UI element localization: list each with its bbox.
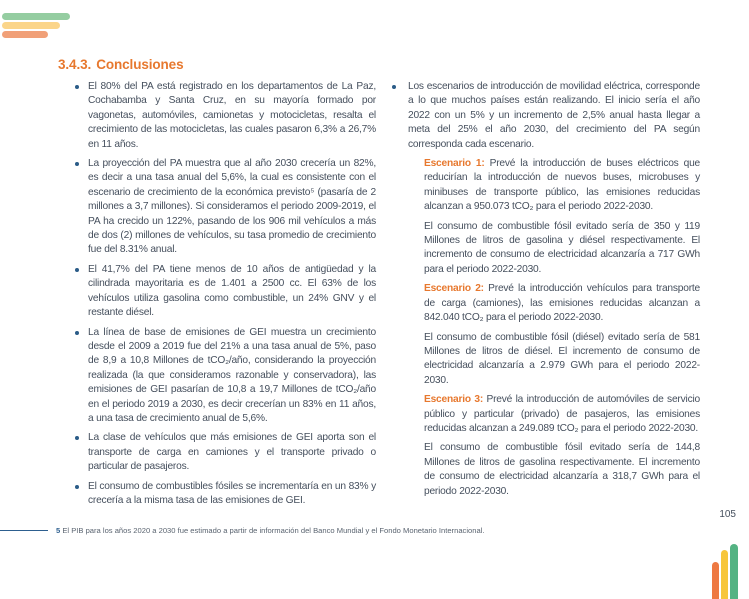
bullet-text: La línea de base de emisiones de GEI muestra un crecimiento desde el 2009 a 2019 fue del 21% a una tasa anual de 5%, paso de 8,9 a 10,8 Millones de tCO₂/año, considerando la proyección realizada (la que consideramos razonable y conservadora), las emisiones de GEI pasarían de 10,8 a 19,7 Millones de tCO₂/año en el periodo 2019 a 2030, es decir crecerían un 83% en 11 años, a una tasa de crecimiento anual de 5,6%. [88, 326, 376, 424]
bullet-text: Los escenarios de introducción de movilidad eléctrica, corresponde a lo que muchos países están realizando. El inicio sería el año 2022 con un 5% y un incremento de 2,5% anual hasta llegar a meta del 25% el año 2030, del crecimiento del PA según corresponda cada escenario. [408, 81, 700, 150]
scenario-text: Prevé la introducción de buses eléctricos que reducirían la introducción de nuevos buses, microbuses y minibuses de transporte público, las emisiones reducidas alcanzan a 950.073 tCO₂ para el periodo 2022-2030. [424, 158, 701, 213]
bullet-text: El 80% del PA está registrado en los departamentos de La Paz, Cochabamba y Santa Cruz, en su mayoría formado por vagonetas, automóviles, camionetas y motocicletas, resalta el crecimiento de las motocicletas, las cuales pasaron 6,3% a 26,7% en 11 años. [88, 81, 376, 150]
deco-bar-orange [2, 31, 48, 38]
bullet-text: La clase de vehículos que más emisiones de GEI aporta son el transporte de carga en camiones y el transporte privado o particular de pasajeros. [88, 432, 376, 473]
bullet-dot-icon [75, 485, 79, 489]
scenario-text: Prevé la introducción vehículos para transporte de carga (camiones), las emisiones reducidas alcanzan a 842.040 tCO₂ para el periodo 2022-2030. [424, 283, 700, 324]
deco-bar-yellow [2, 22, 60, 29]
section-number: 3.4.3. [58, 57, 92, 72]
bullet-item [62, 157, 376, 258]
right-column [379, 80, 700, 499]
bullet-text: La proyección del PA muestra que al año 2030 crecería un 82%, es decir a una tasa anual del 5,6%, la cual es consistente con el escenario de crecimiento de la económica previsto⁵ (pasaría de 2 millones a 3,7 millones). Si consideramos el periodo 2009-2019, el PA ha crecido un 122%, pasando de los 906 mil vehículos a más de dos (2) millones de vehículos, su tasa promedio de crecimiento fue del 8.31% anual. [88, 158, 376, 256]
scenario-paragraph [424, 220, 700, 278]
deco-vbar-yellow [721, 550, 728, 599]
footnote-divider [0, 530, 48, 531]
bullet-item [379, 80, 700, 152]
scenario-text: El consumo de combustible fósil evitado sería de 350 y 119 Millones de litros de gasolina y diésel respectivamente. El incremento de consumo de electricidad alcanzaría a 717 GWh para el periodo 2022-2030. [424, 220, 700, 275]
bullet-text: El consumo de combustibles fósiles se incrementaría en un 83% y crecería a la misma tasa de las emisiones de GEI. [88, 480, 376, 506]
page-number: 105 [719, 509, 736, 520]
footnote-marker: 5 [56, 526, 61, 535]
scenario-text: Prevé la introducción de automóviles de servicio público y particular (privado) de pasajeros, las emisiones reducidas alcanzan a 249.089 tCO₂ para el periodo 2022-2030. [424, 394, 700, 434]
deco-bar-green [2, 13, 70, 20]
scenario-text: El consumo de combustible fósil (diésel) evitado sería de 581 Millones de litros de diésel. El incremento de consumo de electricidad alcanzaría a 2.979 GWh para el periodo 2022-2030. [424, 331, 700, 386]
scenario-label: Escenario 2: [424, 283, 489, 295]
bullet-item [62, 263, 376, 321]
bullet-dot-icon [75, 331, 79, 335]
bullet-item [62, 326, 376, 427]
deco-vbar-orange [712, 562, 719, 599]
bullet-item [62, 480, 376, 509]
deco-vbar-green [730, 544, 738, 599]
scenario-paragraph [424, 393, 700, 436]
section-title: Conclusiones [96, 57, 184, 72]
scenario-paragraph [424, 157, 700, 215]
left-column-bullet-list [62, 80, 376, 508]
bullet-text: El 41,7% del PA tiene menos de 10 años de antigüedad y la cilindrada mayoritaria es de 1.401 a 2500 cc. El 63% de los vehículos utiliza gasolina como combustible, un 24% GNV y el restante diésel. [88, 263, 376, 319]
bullet-item [62, 431, 376, 474]
scenario-paragraph [424, 441, 700, 499]
scenario-paragraph [424, 331, 700, 389]
bullet-dot-icon [75, 85, 79, 89]
scenario-paragraph [424, 282, 700, 325]
bullet-item [62, 80, 376, 152]
top-left-decoration [2, 13, 70, 40]
bullet-dot-icon [75, 162, 79, 166]
right-column-bullet-list [379, 80, 700, 152]
footnote-text: El PIB para los años 2020 a 2030 fue estimado a partir de información del Banco Mundial y el Fondo Monetario Internacional. [62, 526, 485, 535]
bullet-dot-icon [392, 85, 396, 89]
scenario-label: Escenario 3: [424, 394, 487, 406]
bullet-dot-icon [75, 436, 79, 440]
bullet-dot-icon [75, 268, 79, 272]
footnote [56, 526, 696, 536]
scenario-label: Escenario 1: [424, 158, 490, 170]
scenario-text: El consumo de combustible fósil evitado sería de 144,8 Millones de litros de gasolina respectivamente. El incremento de consumo de electricidad alcanzaría a 318,7 GWh para el periodo 2022-2030. [424, 442, 700, 497]
section-heading [58, 57, 184, 72]
